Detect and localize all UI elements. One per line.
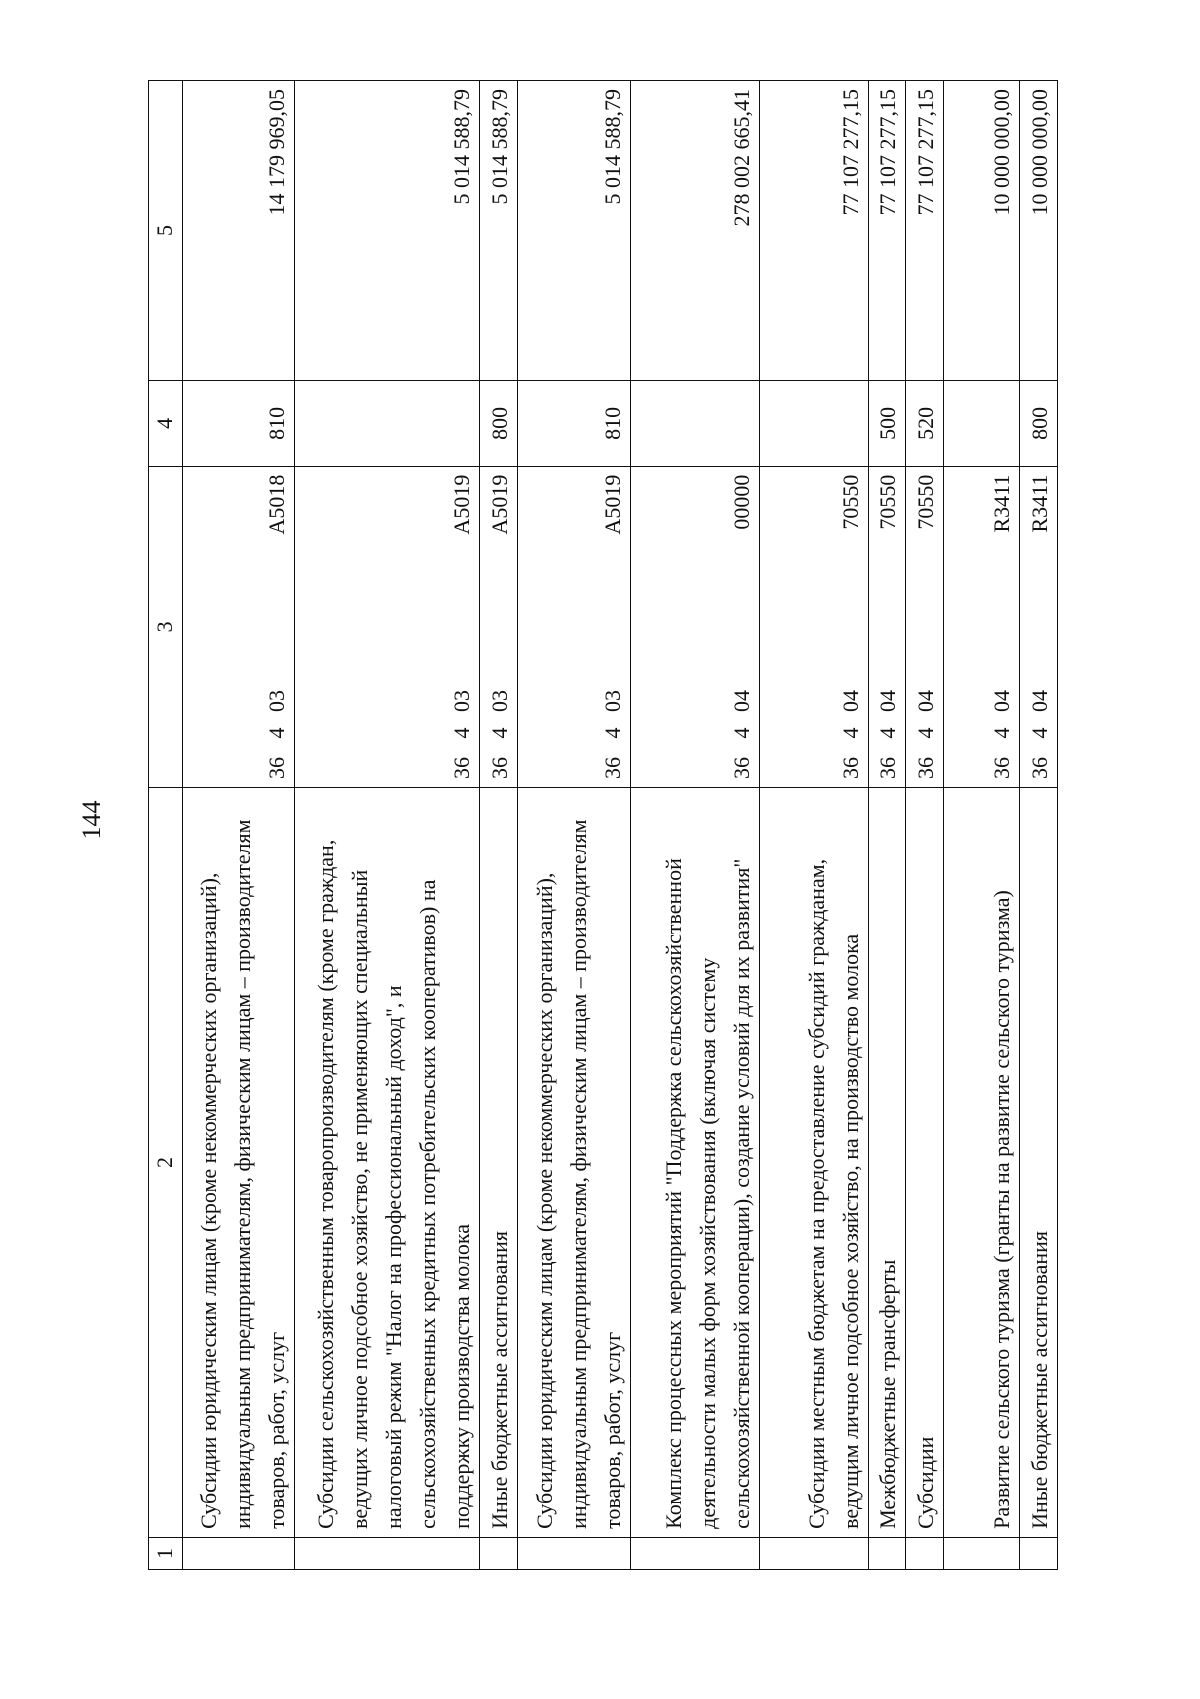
row-amount-cell: 14 179 969,05 — [182, 81, 295, 381]
code-part: 36 — [913, 757, 939, 780]
table-row — [182, 81, 295, 1570]
table-row — [480, 81, 518, 1570]
row-amount-cell: 10 000 000,00 — [1020, 81, 1058, 381]
classification-code — [445, 475, 479, 779]
header-col-1: 1 — [149, 1537, 183, 1569]
row-amount-cell: 5 014 588,79 — [295, 81, 480, 381]
table-row — [630, 81, 760, 1570]
classification-code — [725, 475, 759, 779]
row-index-cell — [480, 1537, 518, 1569]
code-part: 4 — [837, 727, 863, 739]
row-index-cell — [868, 1537, 906, 1569]
row-name-cell: Межбюджетные трансферты — [868, 788, 906, 1538]
row-name-cell: Развитие сельского туризма (гранты на развитие сельского туризма) — [944, 788, 1020, 1538]
code-part: 36 — [729, 757, 755, 780]
row-name-cell: Иные бюджетные ассигнования — [1020, 788, 1058, 1538]
code-part: 36 — [599, 757, 625, 780]
code-part: А5018 — [264, 474, 290, 535]
header-col-3: 3 — [149, 466, 183, 787]
code-part: 70550 — [913, 474, 939, 530]
code-part: 70550 — [875, 474, 901, 530]
code-part: 4 — [486, 727, 512, 739]
row-expense-type-cell: 520 — [906, 380, 944, 466]
code-part: 4 — [913, 727, 939, 739]
table-row — [517, 81, 630, 1570]
row-expense-type-cell — [295, 380, 480, 466]
code-part: А5019 — [599, 474, 625, 535]
code-part: 36 — [989, 757, 1015, 780]
code-part: 36 — [264, 757, 290, 780]
classification-code — [985, 475, 1019, 779]
code-part: 4 — [264, 727, 290, 739]
code-part: 03 — [599, 690, 625, 713]
code-part: R3411 — [989, 474, 1015, 533]
code-part: 36 — [486, 757, 512, 780]
row-expense-type-cell: 800 — [1020, 380, 1058, 466]
row-code-cell — [630, 466, 760, 787]
code-part: 04 — [729, 690, 755, 713]
row-index-cell — [1020, 1537, 1058, 1569]
row-expense-type-cell: 800 — [480, 380, 518, 466]
row-amount-cell: 278 002 665,41 — [630, 81, 760, 381]
table-row — [906, 81, 944, 1570]
header-col-2: 2 — [149, 788, 183, 1538]
code-part: 36 — [449, 757, 475, 780]
code-part: 4 — [449, 727, 475, 739]
code-part: 4 — [599, 727, 625, 739]
row-index-cell — [906, 1537, 944, 1569]
row-code-cell — [1020, 466, 1058, 787]
row-code-cell — [944, 466, 1020, 787]
row-expense-type-cell: 500 — [868, 380, 906, 466]
row-name-cell: Субсидии сельскохозяйственным товаропроизводителям (кроме граждан, ведущих личное подсобное хозяйство, не применяющих специальный налоговый режим "Налог на профессиональный доход", и сельскохозяйственных кредитных потребительских кооперативов) на поддержку производства молока — [295, 788, 480, 1538]
code-part: 4 — [729, 727, 755, 739]
row-index-cell — [944, 1537, 1020, 1569]
code-part: 04 — [1027, 690, 1052, 713]
row-name-cell: Субсидии местным бюджетам на предоставление субсидий гражданам, ведущим личное подсобное хозяйство, на производство молока — [760, 788, 868, 1538]
row-amount-cell: 5 014 588,79 — [480, 81, 518, 381]
code-part: А5019 — [486, 474, 512, 535]
table-row — [295, 81, 480, 1570]
code-part: 4 — [989, 727, 1015, 739]
table-row — [1020, 81, 1058, 1570]
row-name-cell: Субсидии юридическим лицам (кроме некоммерческих организаций), индивидуальным предпринимателям, физическим лицам – производителям товаров, работ, услуг — [517, 788, 630, 1538]
code-part: 04 — [913, 690, 939, 713]
row-amount-cell: 77 107 277,15 — [906, 81, 944, 381]
row-amount-cell: 5 014 588,79 — [517, 81, 630, 381]
header-col-5: 5 — [149, 81, 183, 381]
row-index-cell — [517, 1537, 630, 1569]
code-part: 4 — [1027, 727, 1052, 739]
row-index-cell — [630, 1537, 760, 1569]
budget-table — [148, 80, 1058, 1570]
code-part: 03 — [264, 690, 290, 713]
row-code-cell — [295, 466, 480, 787]
classification-code — [834, 475, 868, 779]
row-expense-type-cell — [944, 380, 1020, 466]
row-code-cell — [517, 466, 630, 787]
row-code-cell — [906, 466, 944, 787]
classification-code — [596, 475, 630, 779]
row-code-cell — [868, 466, 906, 787]
row-expense-type-cell — [630, 380, 760, 466]
code-part: 36 — [875, 757, 901, 780]
table-row — [944, 81, 1020, 1570]
table-header-row — [149, 81, 183, 1570]
rotated-table-container — [148, 80, 1058, 1570]
classification-code — [483, 475, 517, 779]
row-code-cell — [182, 466, 295, 787]
classification-code — [909, 475, 943, 779]
code-part: 36 — [837, 757, 863, 780]
classification-code — [1023, 475, 1057, 779]
header-col-4: 4 — [149, 380, 183, 466]
row-name-cell: Субсидии — [906, 788, 944, 1538]
code-part: А5019 — [449, 474, 475, 535]
code-part: 03 — [449, 690, 475, 713]
row-index-cell — [760, 1537, 868, 1569]
code-part: 36 — [1027, 757, 1052, 780]
classification-code — [260, 475, 294, 779]
row-name-cell: Иные бюджетные ассигнования — [480, 788, 518, 1538]
row-expense-type-cell: 810 — [182, 380, 295, 466]
row-index-cell — [182, 1537, 295, 1569]
row-code-cell — [480, 466, 518, 787]
code-part: R3411 — [1027, 474, 1052, 533]
row-index-cell — [295, 1537, 480, 1569]
code-part: 04 — [989, 690, 1015, 713]
row-expense-type-cell — [760, 380, 868, 466]
row-name-cell: Субсидии юридическим лицам (кроме некоммерческих организаций), индивидуальным предпринимателям, физическим лицам – производителям товаров, работ, услуг — [182, 788, 295, 1538]
table-row — [868, 81, 906, 1570]
classification-code — [871, 475, 905, 779]
code-part: 4 — [875, 727, 901, 739]
table-row — [760, 81, 868, 1570]
row-expense-type-cell: 810 — [517, 380, 630, 466]
code-part: 04 — [875, 690, 901, 713]
row-code-cell — [760, 466, 868, 787]
code-part: 70550 — [837, 474, 863, 530]
row-name-cell: Комплекс процессных мероприятий "Поддержка сельскохозяйственной деятельности малых форм хозяйствования (включая систему сельскохозяйственной кооперации), создание условий для их развития" — [630, 788, 760, 1538]
code-part: 03 — [486, 690, 512, 713]
code-part: 04 — [837, 690, 863, 713]
row-amount-cell: 10 000 000,00 — [944, 81, 1020, 381]
row-amount-cell: 77 107 277,15 — [760, 81, 868, 381]
row-amount-cell: 77 107 277,15 — [868, 81, 906, 381]
code-part: 00000 — [729, 474, 755, 530]
page-number: 144 — [77, 800, 106, 840]
